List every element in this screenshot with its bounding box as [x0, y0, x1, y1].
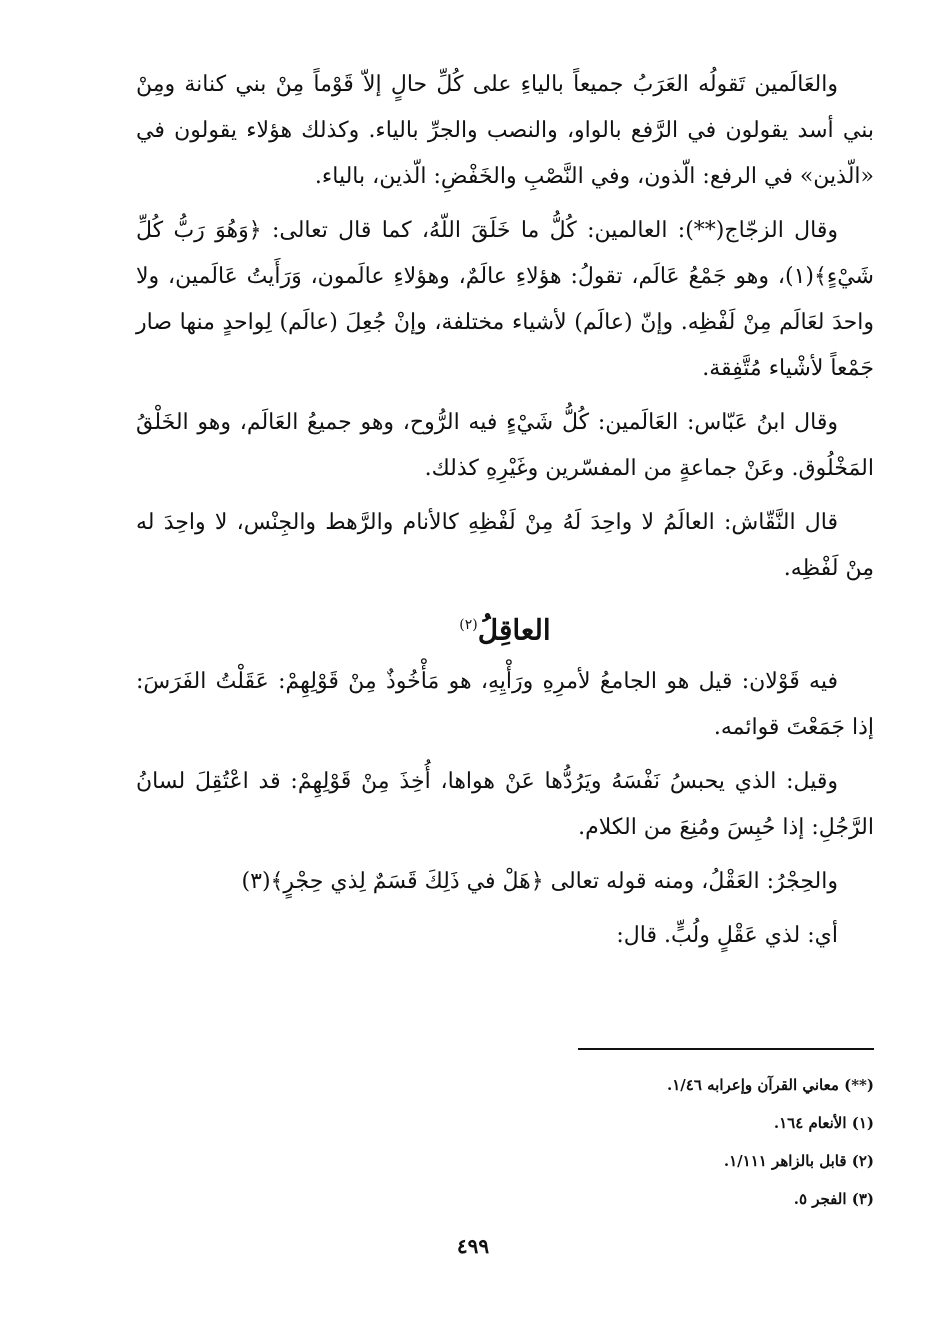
- paragraph-lubb: أي: لذي عَقْلٍ ولُبٍّ. قال:: [616, 923, 838, 949]
- paragraph-restrains-self: وقيل: الذي يحبسُ نَفْسَهُ ويَرُدُّها عَنْ هواها، أُخِذَ مِنْ قَوْلِهِمْ: قد اعْتُقِلَ لسانُ الرَّجُلِ: إذا حُبِسَ ومُنِعَ من الكلام.: [136, 769, 874, 841]
- section-heading: [136, 600, 874, 655]
- section-heading-title: العاقِلُ: [477, 613, 551, 647]
- footnote-item: (١) الأنعام ١٦٤.: [773, 1114, 874, 1132]
- paragraph-alamin-plural: والعَالَمين تَقولُه العَرَبُ جميعاً بالياءِ على كُلِّ حالٍ إلاّ قَوْماً مِنْ بني كنانة ومِنْ بني أسد يقولون في الرَّفع بالواو، والنصب والجرِّ بالياء. وكذلك هؤلاء يقولون في «الّذين» في الرفع: الّذون، وفي النَّصْبِ والخَفْضِ: الّذين، بالياء.: [136, 72, 874, 189]
- section-heading-footnote-ref: (٢): [459, 617, 478, 633]
- paragraph-zajjaj: وقال الزجّاج(**): العالمين: كُلُّ ما خَلَقَ اللّهُ، كما قال تعالى: ﴿وَهُوَ رَبُّ كُلِّ شَيْءٍ﴾(١)، وهو جَمْعُ عَالَم، تقولُ: هؤلاءِ عالَمٌ، وهؤلاءِ عالَمون، وَرَأَيتُ عَالَمين، ولا واحدَ لعَالَم مِنْ لَفْظِه. وإنّ (عالَم) لأشياء مختلفة، وإنْ جُعِلَ (عالَم) لِواحدٍ منها صار جَمْعاً لأشْياء مُتَّفِقة.: [136, 218, 874, 381]
- footnote-item: (٣) الفجر ٥.: [793, 1190, 874, 1208]
- page-number: ٤٩٩: [456, 1234, 490, 1258]
- footnote-item: (**) معاني القرآن وإعرابه ١/٤٦.: [667, 1076, 874, 1094]
- paragraph-naqqash: قال النَّقّاش: العالَمُ لا واحِدَ لَهُ مِنْ لَفْظِهِ كالأنام والرَّهط والجِنْس، لا واحِدَ له مِنْ لَفْظِه.: [136, 510, 874, 581]
- paragraph-ibn-abbas: وقال ابنُ عَبّاس: العَالَمين: كُلُّ شَيْءٍ فيه الرُّوح، وهو جميعُ العَالَم، وهو الخَلْقُ المَخْلُوق. وعَنْ جماعةٍ من المفسّرين وغَيْرِهِ كذلك.: [136, 410, 874, 481]
- paragraph-hijr: والحِجْرُ: العَقْلُ، ومنه قوله تعالى ﴿هَلْ في ذَلِكَ قَسَمٌ لِذي حِجْرٍ﴾(٣): [241, 869, 838, 895]
- paragraph-two-views: فيه قَوْلان: قيل هو الجامعُ لأمرِهِ ورَأْيِهِ، هو مَأْخُوذٌ مِنْ قَوْلِهِمْ: عَقَلْتُ الفَرَسَ: إذا جَمَعْتَ قوائمه.: [136, 669, 874, 741]
- footnote-separator: [578, 1048, 874, 1050]
- footnote-item: (٢) قابل بالزاهر ١/١١١.: [723, 1152, 874, 1170]
- main-text: [136, 62, 874, 967]
- footnotes: [136, 1066, 874, 1218]
